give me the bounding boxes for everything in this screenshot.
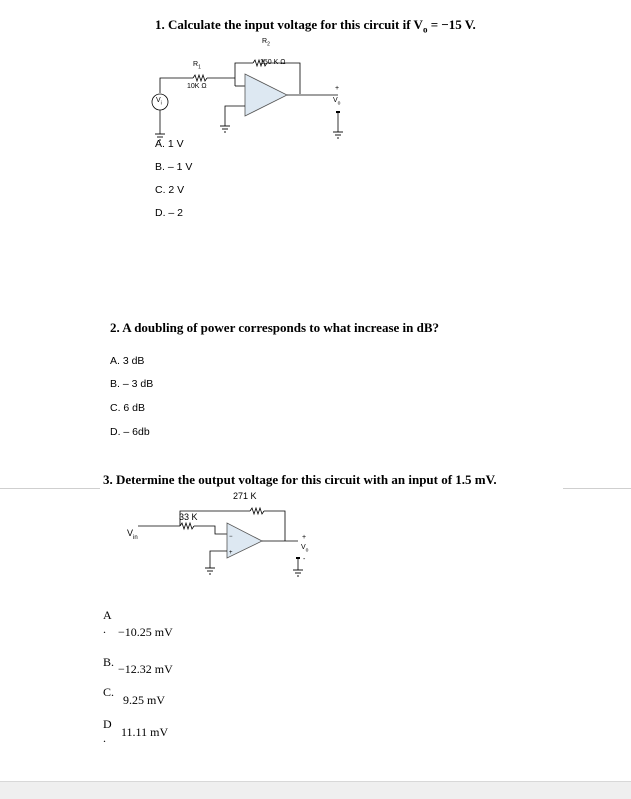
r1-label: $R_1$ (193, 61, 201, 71)
r2-value: 150 K Ω (260, 59, 286, 66)
resistor-271k (250, 508, 264, 514)
vo-label: $V_o$ (333, 97, 341, 107)
q1-option-c[interactable]: C. 2 V (155, 184, 185, 196)
q2-option-c[interactable]: C. 6 dB (110, 402, 146, 414)
question-1 (155, 17, 476, 35)
q3-option-a-letter[interactable]: A (103, 608, 112, 622)
q3-option-a-value[interactable]: −10.25 mV (118, 625, 173, 639)
vo3-plus: + (302, 534, 307, 541)
question-1-tail: = −15 V. (427, 17, 476, 32)
q3-option-c-letter[interactable]: C. (103, 685, 115, 699)
q3-option-d-value[interactable]: 11.11 mV (121, 725, 169, 739)
rin-value: 33 K (179, 512, 198, 522)
circuit-diagram-2 (110, 496, 330, 578)
q3-option-c-value[interactable]: 9.25 mV (123, 693, 165, 707)
r1-value: 10K Ω (187, 83, 207, 90)
q3-option-b-value[interactable]: −12.32 mV (118, 662, 173, 676)
resistor-r1 (193, 75, 207, 81)
question-1-sub: o (422, 24, 428, 35)
q3-option-d-letter[interactable]: D (103, 717, 112, 731)
r2-label: $R_2$ (262, 38, 270, 48)
q2-option-a[interactable]: A. 3 dB (110, 355, 145, 367)
svg-text:+: + (229, 550, 233, 556)
q2-option-d[interactable]: D. – 6db (110, 426, 150, 438)
rf-value: 271 K (233, 491, 257, 501)
vi-label: $V_i$ (156, 97, 162, 107)
resistor-33k (180, 523, 194, 529)
vo3-label: $V_o$ (301, 544, 309, 554)
svg-text:−: − (229, 534, 233, 540)
op-amp-1 (245, 74, 287, 116)
q3-option-b-letter[interactable]: B. (103, 655, 115, 669)
separator-left (0, 488, 100, 489)
question-2: 2. A doubling of power corresponds to what increase in dB? (110, 320, 440, 335)
q1-option-d[interactable]: D. – 2 (155, 207, 184, 219)
question-3: 3. Determine the output voltage for this circuit with an input of 1.5 mV. (103, 472, 497, 487)
vo-minus: - (336, 110, 339, 117)
q3-option-a-dot: . (103, 622, 106, 636)
circuit-diagram-1 (140, 36, 360, 141)
vin-label: $V_{in}$ (127, 528, 138, 541)
q1-option-b[interactable]: B. – 1 V (155, 161, 193, 173)
vo3-minus: - (303, 556, 306, 563)
question-1-text: 1. Calculate the input voltage for this circuit if V (155, 17, 423, 32)
q3-option-d-dot: . (103, 731, 106, 745)
vo-plus: + (335, 85, 340, 92)
q2-option-b[interactable]: B. – 3 dB (110, 378, 154, 390)
page-footer-bar (0, 781, 631, 799)
q1-option-a[interactable]: A. 1 V (155, 138, 184, 150)
separator-right (563, 488, 631, 489)
